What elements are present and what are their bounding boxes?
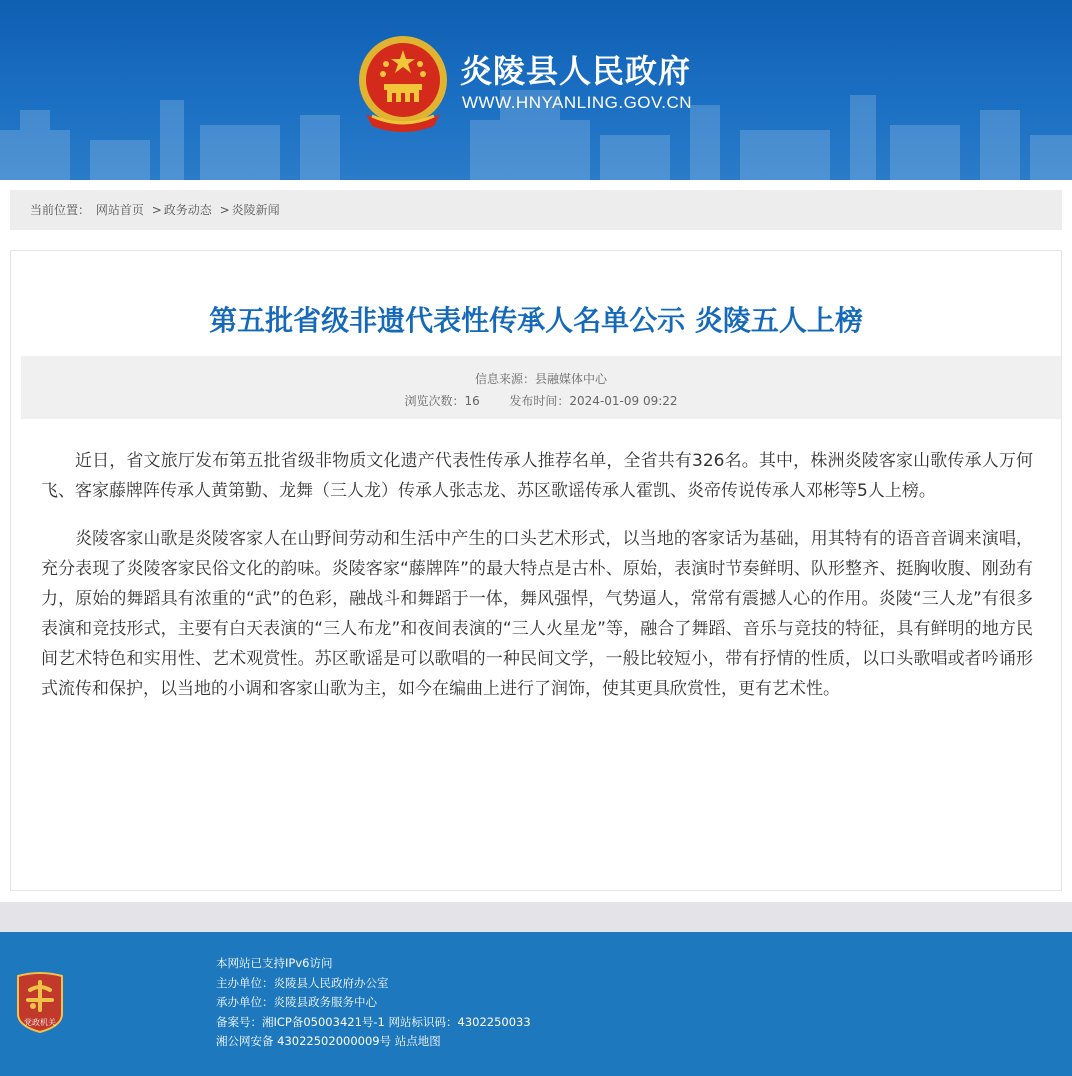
source-label: 信息来源： bbox=[474, 372, 535, 386]
police-line bbox=[216, 1032, 531, 1052]
ipv6-notice: 本网站已支持IPv6访问 bbox=[216, 956, 333, 970]
views-label: 浏览次数： bbox=[404, 394, 465, 408]
breadcrumb-home-link[interactable]: 网站首页 bbox=[95, 203, 144, 217]
date-value: 2024-01-09 09:22 bbox=[569, 394, 678, 408]
breadcrumb-prefix: 当前位置： bbox=[30, 203, 91, 217]
sitemap-link[interactable]: 站点地图 bbox=[394, 1034, 441, 1049]
badge-label: 党政机关 bbox=[24, 1018, 56, 1027]
sponsor-line: 主办单位：炎陵县人民政府办公室 bbox=[216, 975, 389, 990]
organizer-line: 承办单位：炎陵县政务服务中心 bbox=[216, 995, 377, 1010]
icp-label: 备案号： bbox=[216, 1014, 262, 1029]
party-government-badge-icon[interactable] bbox=[14, 970, 66, 1034]
site-header bbox=[0, 0, 1072, 180]
date-label: 发布时间： bbox=[509, 394, 570, 408]
site-url[interactable]: WWW.HNYANLING.GOV.CN bbox=[462, 93, 693, 112]
icp-link[interactable]: 湘ICP备05003421号-1 bbox=[262, 1014, 385, 1029]
article-body bbox=[41, 446, 1033, 722]
footer-divider-band bbox=[0, 902, 1072, 932]
site-footer bbox=[0, 932, 1072, 1076]
article-paragraph: 近日，省文旅厅发布第五批省级非物质文化遗产代表性传承人推荐名单，全省共有326名。其中，株洲炎陵客家山歌传承人万何飞、客家藤牌阵传承人黄第勤、龙舞（三人龙）传承人张志龙、苏区歌谣传承人霍凯、炎帝传说传承人邓彬等5人上榜。 bbox=[41, 451, 1033, 501]
breadcrumb-news-link[interactable]: 政务动态 bbox=[163, 203, 212, 217]
site-id-label: 网站标识码： bbox=[388, 1014, 458, 1029]
article-meta bbox=[21, 356, 1061, 419]
footer-info bbox=[216, 954, 531, 1052]
breadcrumb-yanling-news-link[interactable]: 炎陵新闻 bbox=[231, 203, 280, 217]
source-value: 县融媒体中心 bbox=[535, 372, 608, 386]
breadcrumb-separator: > bbox=[219, 203, 230, 217]
site-id-value: 4302250033 bbox=[457, 1014, 531, 1029]
icp-line bbox=[216, 1013, 531, 1033]
article-title: 第五批省级非遗代表性传承人名单公示 炎陵五人上榜 bbox=[209, 304, 863, 337]
article-card bbox=[10, 250, 1062, 891]
site-title[interactable]: 炎陵县人民政府 bbox=[460, 52, 692, 90]
article-paragraph: 炎陵客家山歌是炎陵客家人在山野间劳动和生活中产生的口头艺术形式，以当地的客家话为基础，用其特有的语音音调来演唱，充分表现了炎陵客家民俗文化的韵味。炎陵客家“藤牌阵”的最大特点是古朴、原始，表演时节奏鲜明、队形整齐、挺胸收腹、刚劲有力，原始的舞蹈具有浓重的“武”的色彩，融战斗和舞蹈于一体，舞风强悍，气势逼人，常常有震撼人心的作用。炎陵“三人龙”有很多表演和竞技形式，主要有白天表演的“三人布龙”和夜间表演的“三人火星龙”等，融合了舞蹈、音乐与竞技的特征，具有鲜明的地方民间艺术特色和实用性、艺术观赏性。苏区歌谣是可以歌唱的一种民间文学，一般比较短小，带有抒情的性质，以口头歌唱或者吟诵形式流传和保护，以当地的小调和客家山歌为主，如今在编曲上进行了润饰，使其更具欣赏性，更有艺术性。 bbox=[41, 529, 1033, 699]
breadcrumb-separator: > bbox=[151, 203, 162, 217]
national-emblem-icon[interactable] bbox=[356, 34, 450, 134]
police-record-link[interactable]: 湘公网安备 43022502000009号 bbox=[216, 1034, 392, 1049]
views-value: 16 bbox=[464, 394, 480, 408]
breadcrumb bbox=[10, 190, 1062, 230]
